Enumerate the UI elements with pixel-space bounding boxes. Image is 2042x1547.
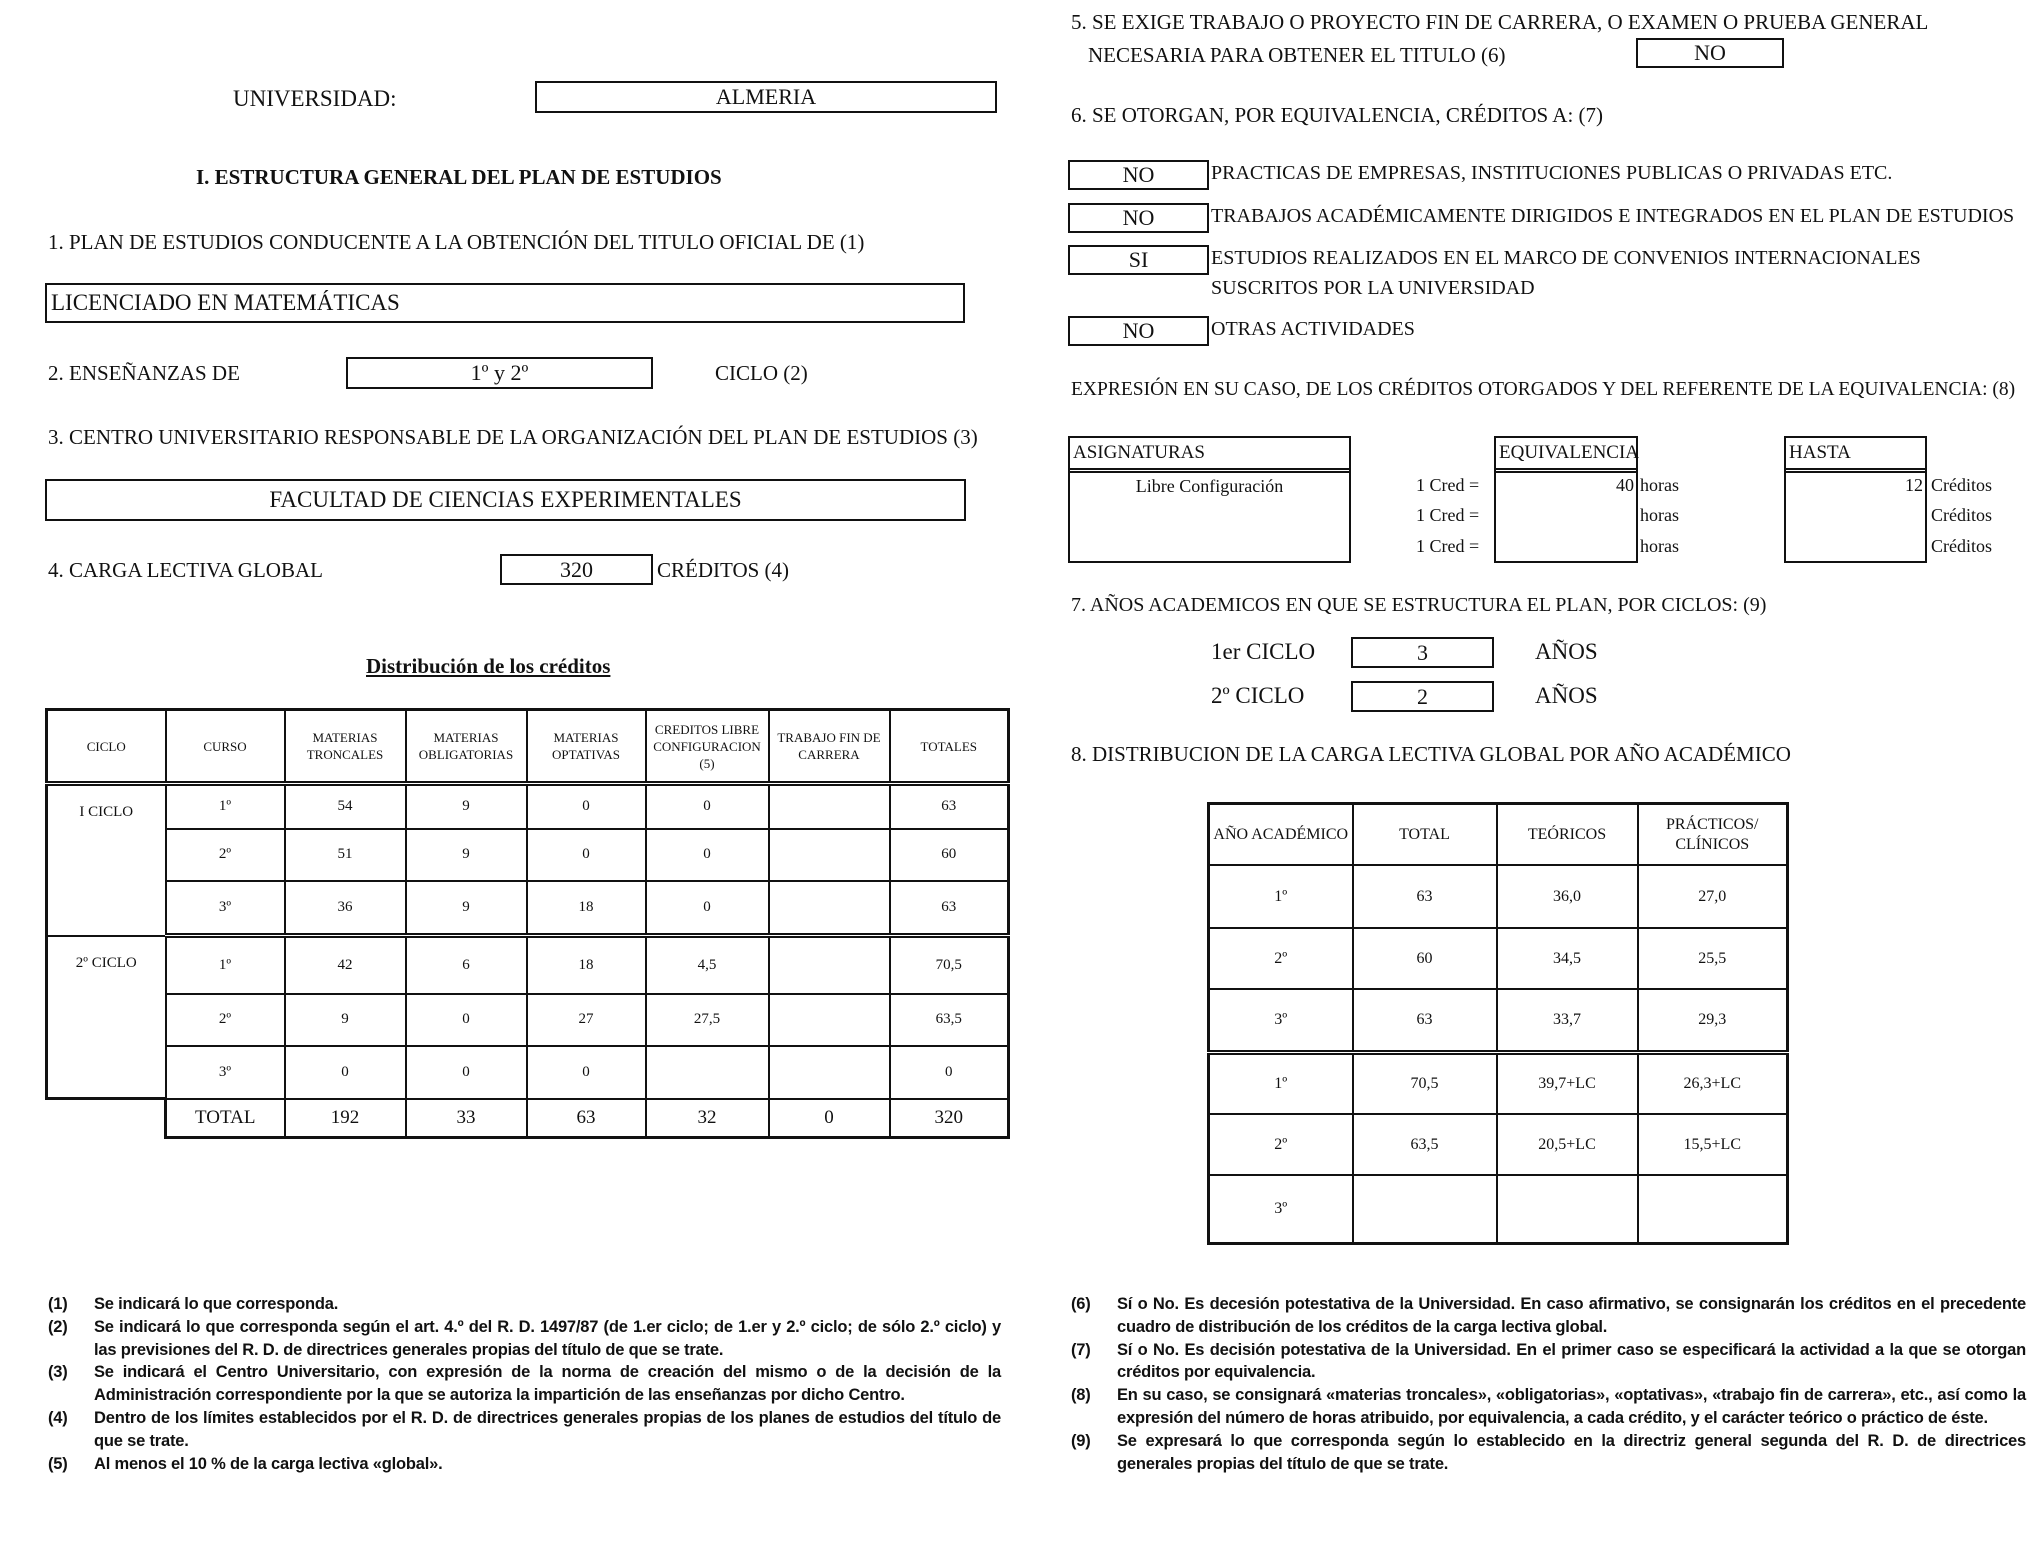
- yearly-load-table: [1207, 802, 1789, 1245]
- load-cell: 26,3+LC: [1638, 1052, 1788, 1114]
- hasta-value[interactable]: 12: [1905, 475, 1923, 495]
- table-row: [47, 784, 1009, 829]
- cycle-label: 1er CICLO: [1211, 639, 1316, 664]
- column-header: AÑO ACADÉMICO: [1209, 804, 1353, 866]
- footnote: [1071, 1384, 2026, 1430]
- column-header: MATERIAS OPTATIVAS: [527, 710, 646, 784]
- footnote-number: (8): [1071, 1386, 1091, 1405]
- cred-label: 1 Cred =: [1416, 475, 1480, 495]
- footnote-text: Se indicará lo que corresponda.: [94, 1295, 339, 1313]
- hours-value[interactable]: 40: [1616, 475, 1634, 495]
- equivalence-option-label: ESTUDIOS REALIZADOS EN EL MARCO DE CONVENIOS INTERNACIONALES: [1211, 247, 1921, 269]
- credit-cell: 63: [890, 784, 1009, 829]
- footnote-number: (2): [48, 1317, 68, 1336]
- hours-unit: horas: [1640, 475, 1679, 495]
- curso-cell: 3º: [166, 1046, 285, 1099]
- credit-cell: 0: [406, 1046, 527, 1099]
- equivalence-label: EXPRESIÓN EN SU CASO, DE LOS CRÉDITOS OTORGADOS Y DEL REFERENTE DE LA EQUIVALENCIA: (8): [1071, 379, 2016, 400]
- total-row: [47, 1099, 1009, 1138]
- footnotes-right: [1071, 1293, 2026, 1475]
- total-cell: 63: [527, 1099, 646, 1138]
- cycle-years-field[interactable]: 2: [1351, 681, 1494, 712]
- column-header: CICLO: [47, 710, 166, 784]
- credit-cell: 63,5: [890, 994, 1009, 1046]
- degree-title-field[interactable]: LICENCIADO EN MATEMÁTICAS: [45, 283, 965, 323]
- total-load-field[interactable]: 320: [500, 554, 653, 585]
- equivalence-option-label: OTRAS ACTIVIDADES: [1211, 318, 1415, 340]
- asignaturas-box: [1068, 436, 1351, 563]
- credit-cell: 18: [527, 881, 646, 936]
- footnote-number: (4): [48, 1408, 68, 1427]
- column-header: TEÓRICOS: [1497, 804, 1638, 866]
- curso-cell: 1º: [166, 784, 285, 829]
- hasta-header: HASTA: [1786, 438, 1925, 473]
- curso-cell: 2º: [166, 829, 285, 881]
- total-cell: 33: [406, 1099, 527, 1138]
- load-cell: 34,5: [1497, 928, 1638, 989]
- table-row: [1209, 1114, 1788, 1175]
- cycles-field[interactable]: 1º y 2º: [346, 357, 653, 389]
- credit-cell: [769, 994, 890, 1046]
- years-unit: AÑOS: [1535, 683, 1598, 708]
- footnote-number: (5): [48, 1454, 68, 1473]
- table-row: [47, 994, 1009, 1046]
- q3-label: 3. CENTRO UNIVERSITARIO RESPONSABLE DE LA ORGANIZACIÓN DEL PLAN DE ESTUDIOS (3): [48, 425, 978, 449]
- credit-cell: 18: [527, 936, 646, 994]
- credit-cell: 70,5: [890, 936, 1009, 994]
- credit-distribution-table: [45, 708, 1010, 1139]
- footnote-number: (9): [1071, 1431, 1091, 1450]
- equivalencia-box: [1494, 436, 1638, 563]
- credit-cell: 0: [527, 784, 646, 829]
- total-label: TOTAL: [166, 1099, 285, 1138]
- credit-cell: 0: [646, 784, 769, 829]
- hours-unit: horas: [1640, 536, 1679, 556]
- load-cell: 36,0: [1497, 865, 1638, 928]
- credit-cell: 27: [527, 994, 646, 1046]
- curso-cell: 2º: [166, 994, 285, 1046]
- credit-cell: 63: [890, 881, 1009, 936]
- section-title: I. ESTRUCTURA GENERAL DEL PLAN DE ESTUDIOS: [196, 165, 722, 189]
- footnote-text: Al menos el 10 % de la carga lectiva «global».: [94, 1454, 443, 1473]
- asignaturas-value[interactable]: Libre Configuración: [1135, 476, 1284, 496]
- load-cell: 39,7+LC: [1497, 1052, 1638, 1114]
- credits-unit: Créditos: [1931, 505, 1992, 525]
- load-cell: 20,5+LC: [1497, 1114, 1638, 1175]
- credit-cell: 4,5: [646, 936, 769, 994]
- years-unit: AÑOS: [1535, 639, 1598, 664]
- credit-cell: 9: [406, 784, 527, 829]
- footnote: [1071, 1293, 2026, 1339]
- hours-unit: horas: [1640, 505, 1679, 525]
- credit-cell: 0: [285, 1046, 406, 1099]
- equivalence-option-label: TRABAJOS ACADÉMICAMENTE DIRIGIDOS E INTEGRADOS EN EL PLAN DE ESTUDIOS: [1211, 205, 2015, 227]
- column-header: MATERIAS OBLIGATORIAS: [406, 710, 527, 784]
- year-cell: 2º: [1209, 928, 1353, 989]
- total-cell: 320: [890, 1099, 1009, 1138]
- equivalence-option-label-2: SUSCRITOS POR LA UNIVERSIDAD: [1211, 277, 1535, 299]
- final-project-field[interactable]: NO: [1636, 38, 1784, 68]
- table-row: [47, 881, 1009, 936]
- load-cell: 63: [1353, 989, 1497, 1052]
- equivalence-option-field[interactable]: NO: [1068, 203, 1209, 233]
- cycle-years-field[interactable]: 3: [1351, 637, 1494, 668]
- load-cell: 25,5: [1638, 928, 1788, 989]
- footnote-text: Sí o No. Es decisión potestativa de la Universidad. En el primer caso se especificará la actividad a la que se otorgan créditos por equivalencia.: [1117, 1340, 2026, 1382]
- cred-label: 1 Cred =: [1416, 505, 1480, 525]
- credit-cell: 0: [406, 994, 527, 1046]
- ciclo-cell: 2º CICLO: [47, 936, 166, 1099]
- load-cell: 63: [1353, 865, 1497, 928]
- load-cell: 27,0: [1638, 865, 1788, 928]
- footnote: [1071, 1339, 2026, 1385]
- q4-label: 4. CARGA LECTIVA GLOBAL: [48, 558, 323, 582]
- credits-unit: Créditos: [1931, 536, 1992, 556]
- year-cell: 2º: [1209, 1114, 1353, 1175]
- column-header: TOTAL: [1353, 804, 1497, 866]
- credit-cell: 42: [285, 936, 406, 994]
- column-header: PRÁCTICOS/ CLÍNICOS: [1638, 804, 1788, 866]
- q2-label: 2. ENSEÑANZAS DE: [48, 361, 240, 385]
- footnote: [48, 1407, 1001, 1453]
- credit-cell: 0: [646, 881, 769, 936]
- footnote-number: (6): [1071, 1295, 1091, 1313]
- load-cell: [1638, 1175, 1788, 1243]
- ciclo-cell: I CICLO: [47, 784, 166, 936]
- q5-line2: NECESARIA PARA OBTENER EL TITULO (6): [1088, 43, 1506, 67]
- load-cell: [1353, 1175, 1497, 1243]
- q4-suffix: CRÉDITOS (4): [657, 558, 790, 582]
- load-cell: 33,7: [1497, 989, 1638, 1052]
- empty-cell: [47, 1099, 166, 1138]
- credit-cell: 27,5: [646, 994, 769, 1046]
- table-row: [1209, 1052, 1788, 1114]
- credit-cell: [769, 936, 890, 994]
- total-cell: 0: [769, 1099, 890, 1138]
- total-cell: 32: [646, 1099, 769, 1138]
- credit-cell: 0: [890, 1046, 1009, 1099]
- load-cell: 15,5+LC: [1638, 1114, 1788, 1175]
- credit-cell: 0: [527, 1046, 646, 1099]
- year-cell: 3º: [1209, 989, 1353, 1052]
- credit-cell: 36: [285, 881, 406, 936]
- year-cell: 1º: [1209, 865, 1353, 928]
- footnotes-left: [48, 1293, 1001, 1475]
- load-cell: 29,3: [1638, 989, 1788, 1052]
- credit-cell: 9: [285, 994, 406, 1046]
- footnote: [48, 1293, 1001, 1316]
- footnote: [1071, 1430, 2026, 1476]
- footnote: [48, 1453, 1001, 1476]
- credit-cell: [769, 829, 890, 881]
- footnote: [48, 1316, 1001, 1362]
- footnote-number: (1): [48, 1295, 68, 1313]
- load-cell: [1497, 1175, 1638, 1243]
- equivalence-option-field[interactable]: SI: [1068, 245, 1209, 275]
- center-field[interactable]: FACULTAD DE CIENCIAS EXPERIMENTALES: [45, 479, 966, 521]
- credit-cell: 9: [406, 881, 527, 936]
- load-cell: 63,5: [1353, 1114, 1497, 1175]
- credit-cell: 60: [890, 829, 1009, 881]
- table-row: [47, 829, 1009, 881]
- equivalence-option-label: PRACTICAS DE EMPRESAS, INSTITUCIONES PUBLICAS O PRIVADAS ETC.: [1211, 162, 1893, 184]
- q7-label: 7. AÑOS ACADEMICOS EN QUE SE ESTRUCTURA EL PLAN, POR CICLOS: (9): [1071, 594, 1767, 616]
- equivalence-option-field[interactable]: NO: [1068, 316, 1209, 346]
- column-header: CURSO: [166, 710, 285, 784]
- equivalencia-header: EQUIVALENCIA: [1496, 438, 1636, 473]
- q2-suffix: CICLO (2): [715, 361, 808, 385]
- footnote-text: En su caso, se consignará «materias troncales», «obligatorias», «optativas», «trabajo fin de carrera», etc., así como la expresión del número de horas atribuido, por equivalencia, a cada crédito, y el carácter teórico o práctico de éste.: [1117, 1386, 2026, 1427]
- table-row: [1209, 865, 1788, 928]
- column-header: TOTALES: [890, 710, 1009, 784]
- year-cell: 3º: [1209, 1175, 1353, 1243]
- equivalence-option-field[interactable]: NO: [1068, 160, 1209, 190]
- footnote: [48, 1361, 1001, 1407]
- curso-cell: 3º: [166, 881, 285, 936]
- credit-cell: 51: [285, 829, 406, 881]
- table-row: [47, 936, 1009, 994]
- footnote-text: Se indicará el Centro Universitario, con expresión de la norma de creación del mismo o de la decisión de la Administración correspondiente por la que se autoriza la impartición de las enseñanzas por dicho Centro.: [94, 1363, 1001, 1405]
- load-cell: 60: [1353, 928, 1497, 989]
- university-label: UNIVERSIDAD:: [233, 86, 397, 111]
- q1-label: 1. PLAN DE ESTUDIOS CONDUCENTE A LA OBTENCIÓN DEL TITULO OFICIAL DE (1): [48, 230, 865, 254]
- credit-cell: 0: [527, 829, 646, 881]
- credit-cell: [769, 881, 890, 936]
- credits-unit: Créditos: [1931, 475, 1992, 495]
- footnote-text: Dentro de los límites establecidos por el R. D. de directrices generales propias de los planes de estudios del título de que se trate.: [94, 1408, 1001, 1450]
- q6-label: 6. SE OTORGAN, POR EQUIVALENCIA, CRÉDITOS A: (7): [1071, 103, 1604, 127]
- total-cell: 192: [285, 1099, 406, 1138]
- table-row: [47, 1046, 1009, 1099]
- footnote-text: Se indicará lo que corresponda según el art. 4.º del R. D. 1497/87 (de 1.er ciclo; de 1.er y 2.º ciclo; de sólo 2.º ciclo) y las previsiones del R. D. de directrices generales propias del título de que se trate.: [94, 1317, 1001, 1359]
- footnote-number: (3): [48, 1363, 68, 1382]
- column-header: TRABAJO FIN DE CARRERA: [769, 710, 890, 784]
- year-cell: 1º: [1209, 1052, 1353, 1114]
- credit-cell: [646, 1046, 769, 1099]
- cycle-label: 2º CICLO: [1211, 683, 1305, 708]
- credit-cell: [769, 784, 890, 829]
- q5-line1: 5. SE EXIGE TRABAJO O PROYECTO FIN DE CARRERA, O EXAMEN O PRUEBA GENERAL: [1071, 10, 1929, 34]
- credit-cell: [769, 1046, 890, 1099]
- footnote-text: Se expresará lo que corresponda según lo establecido en la directriz general segunda del R. D. de directrices generales propias del título de que se trate.: [1117, 1431, 2026, 1473]
- column-header: MATERIAS TRONCALES: [285, 710, 406, 784]
- cred-label: 1 Cred =: [1416, 536, 1480, 556]
- footnote-text: Sí o No. Es decesión potestativa de la Universidad. En caso afirmativo, se consignarán los créditos en el precedente cuadro de distribución de los créditos de la carga lectiva global.: [1117, 1295, 2026, 1336]
- asignaturas-header: ASIGNATURAS: [1070, 438, 1349, 473]
- credit-cell: 6: [406, 936, 527, 994]
- curso-cell: 1º: [166, 936, 285, 994]
- hasta-box: [1784, 436, 1927, 563]
- footnote-number: (7): [1071, 1340, 1091, 1359]
- q8-label: 8. DISTRIBUCION DE LA CARGA LECTIVA GLOBAL POR AÑO ACADÉMICO: [1071, 742, 1791, 766]
- credit-cell: 9: [406, 829, 527, 881]
- load-cell: 70,5: [1353, 1052, 1497, 1114]
- table-row: [1209, 928, 1788, 989]
- credit-cell: 54: [285, 784, 406, 829]
- credit-cell: 0: [646, 829, 769, 881]
- university-field[interactable]: ALMERIA: [535, 81, 997, 113]
- column-header: CREDITOS LIBRE CONFIGURACION (5): [646, 710, 769, 784]
- table-row: [1209, 1175, 1788, 1243]
- table-row: [1209, 989, 1788, 1052]
- distribution-title: Distribución de los créditos: [366, 654, 611, 678]
